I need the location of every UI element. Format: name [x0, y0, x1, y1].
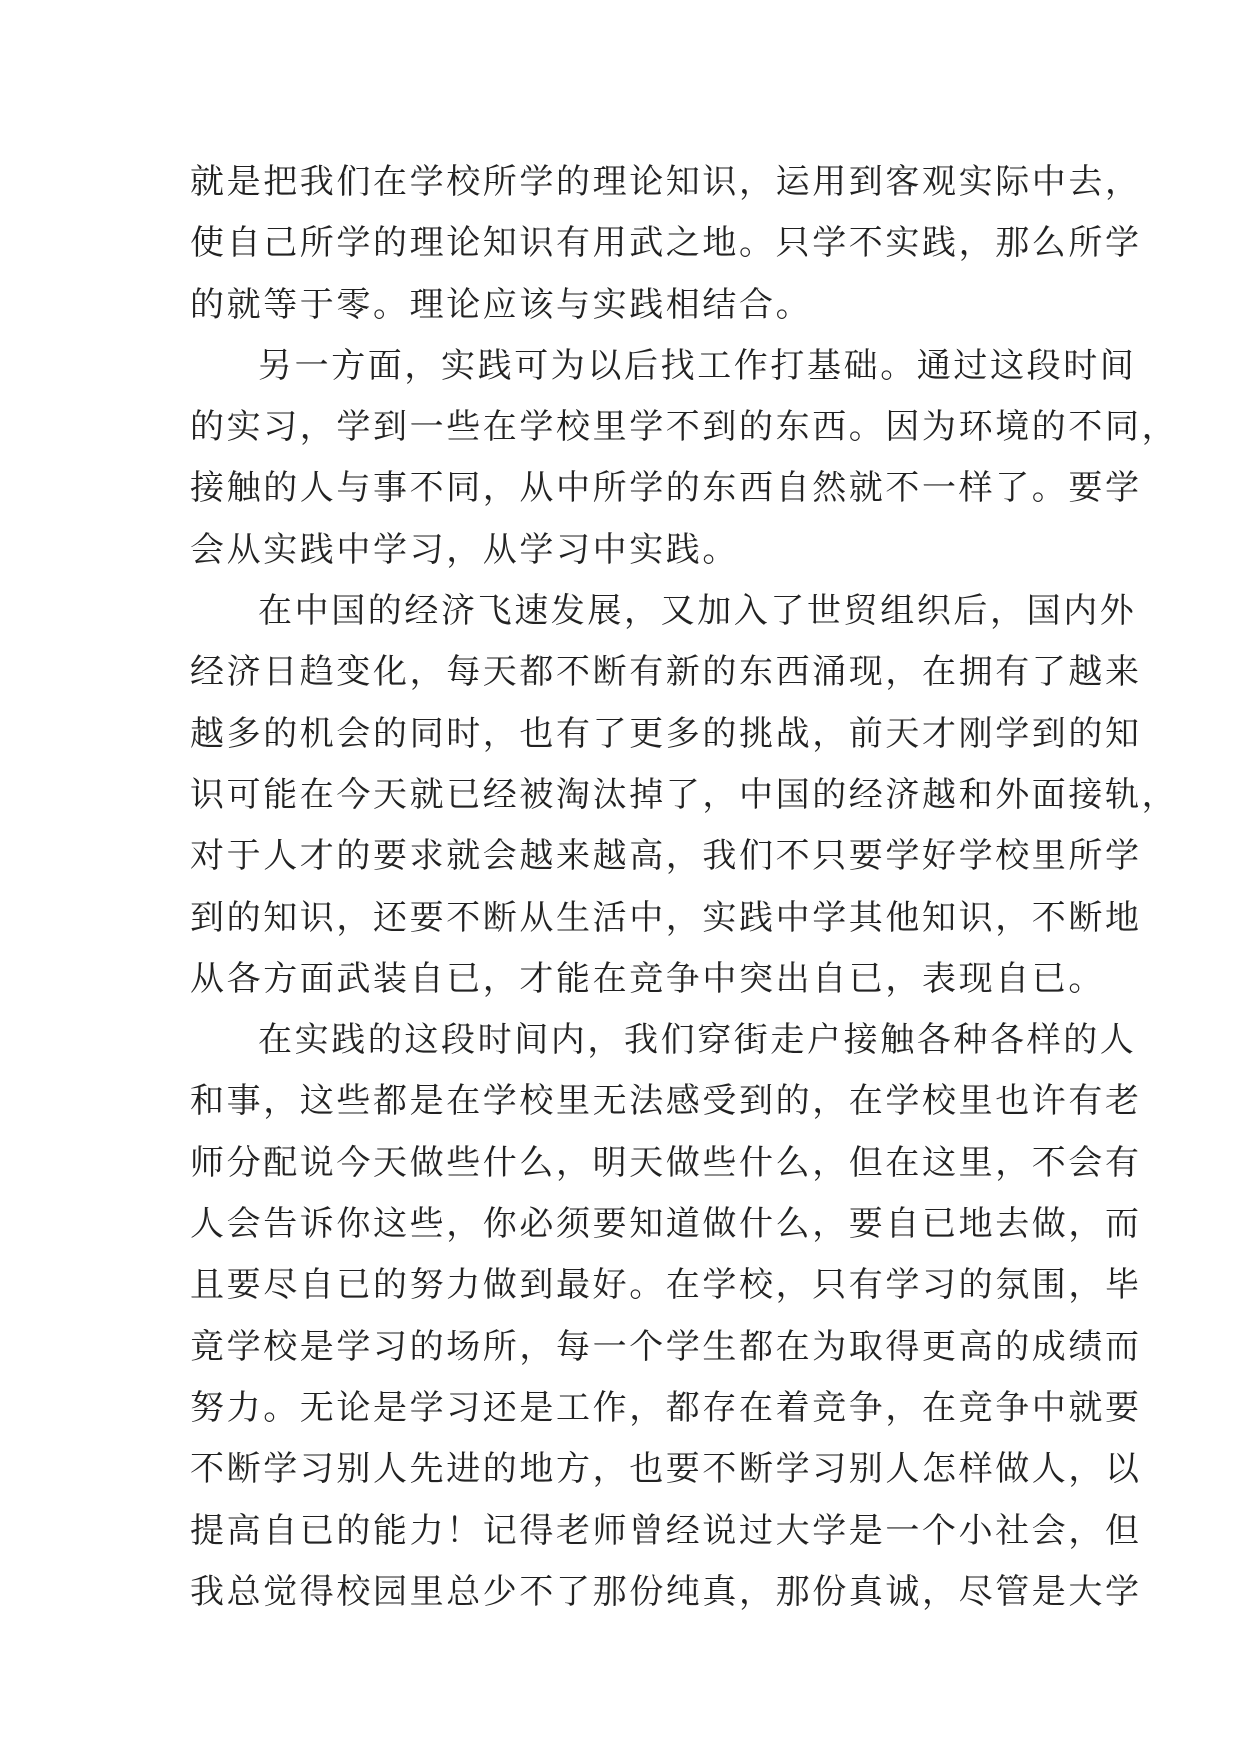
text-line: 使自己所学的理论知识有用武之地。只学不实践，那么所学 [190, 223, 1142, 264]
text-line: 识可能在今天就已经被淘汰掉了，中国的经济越和外面接轨， [190, 774, 1179, 815]
text-line: 且要尽自已的努力做到最好。在学校，只有学习的氛围，毕 [190, 1265, 1142, 1306]
text-line: 经济日趋变化，每天都不断有新的东西涌现，在拥有了越来 [190, 652, 1142, 693]
text-line: 对于人才的要求就会越来越高，我们不只要学好学校里所学 [190, 836, 1142, 877]
text-line: 人会告诉你这些，你必须要知道做什么，要自已地去做，而 [190, 1204, 1142, 1245]
text-line: 提高自已的能力！记得老师曾经说过大学是一个小社会，但 [190, 1510, 1142, 1551]
text-line: 的实习，学到一些在学校里学不到的东西。因为环境的不同， [190, 407, 1179, 448]
text-line: 师分配说今天做些什么，明天做些什么，但在这里，不会有 [190, 1142, 1142, 1183]
paragraph-start-line: 在实践的这段时间内，我们穿街走户接触各种各样的人 [258, 1020, 1137, 1061]
text-line: 的就等于零。理论应该与实践相结合。 [190, 284, 813, 325]
text-line: 和事，这些都是在学校里无法感受到的，在学校里也许有老 [190, 1081, 1142, 1122]
paragraph-start-line: 在中国的经济飞速发展，又加入了世贸组织后，国内外 [258, 591, 1137, 632]
text-line: 就是把我们在学校所学的理论知识，运用到客观实际中去， [190, 162, 1142, 202]
text-line: 会从实践中学习，从学习中实践。 [190, 529, 739, 570]
text-line: 努力。无论是学习还是工作，都存在着竞争，在竞争中就要 [190, 1387, 1142, 1428]
text-line: 接触的人与事不同，从中所学的东西自然就不一样了。要学 [190, 468, 1142, 509]
paragraph-start-line: 另一方面，实践可为以后找工作打基础。通过这段时间 [258, 345, 1137, 386]
text-line: 竟学校是学习的场所，每一个学生都在为取得更高的成绩而 [190, 1326, 1142, 1367]
text-line: 不断学习别人先进的地方，也要不断学习别人怎样做人，以 [190, 1449, 1142, 1490]
text-line: 我总觉得校园里总少不了那份纯真，那份真诚，尽管是大学 [190, 1571, 1142, 1612]
text-line: 越多的机会的同时，也有了更多的挑战，前天才刚学到的知 [190, 713, 1142, 754]
text-line: 从各方面武装自已，才能在竞争中突出自已，表现自已。 [190, 958, 1105, 999]
document-body [190, 152, 1179, 1623]
text-line: 到的知识，还要不断从生活中，实践中学其他知识，不断地 [190, 897, 1142, 938]
